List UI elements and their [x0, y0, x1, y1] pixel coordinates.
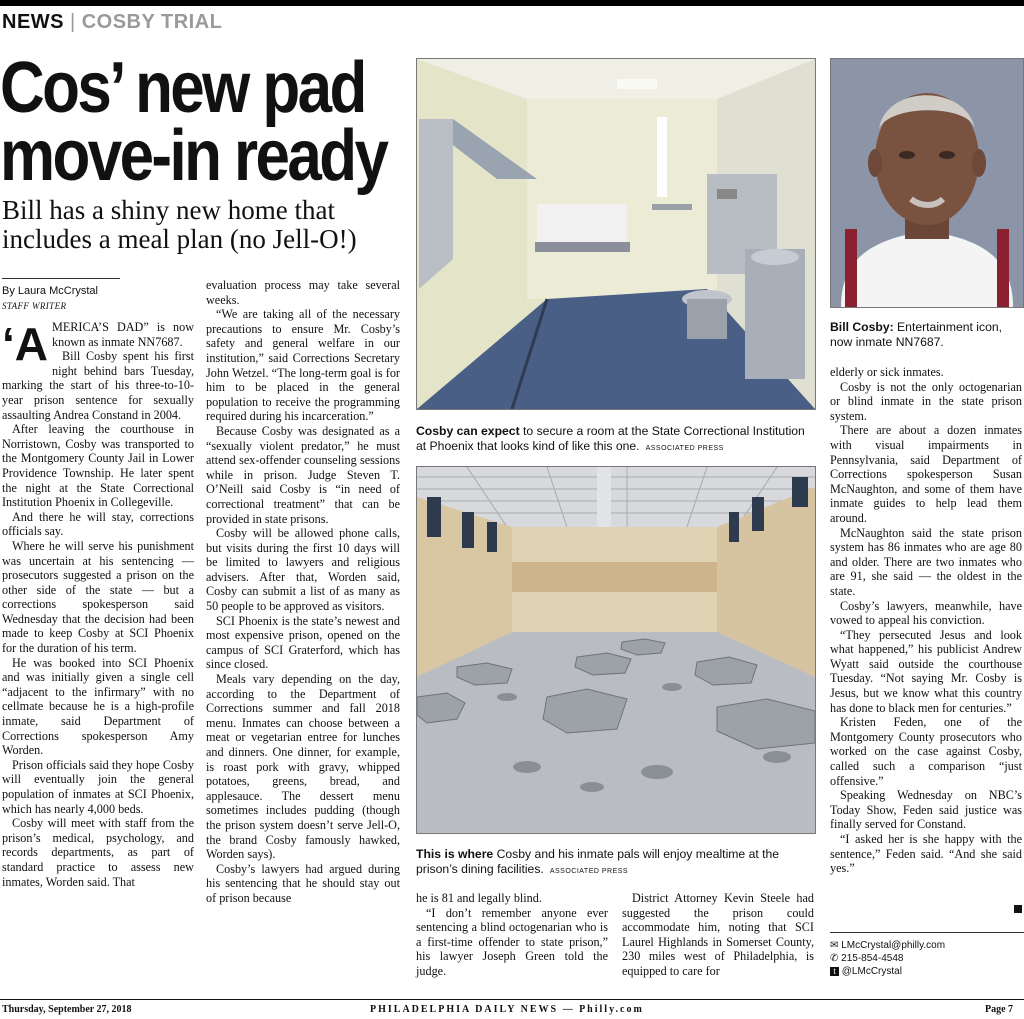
caption-text: to secure a room at the State Correctional Institution at Phoenix that looks kind of like this one. — [416, 424, 805, 453]
article-column-1 — [2, 320, 194, 889]
paragraph: Prison officials said they hope Cosby will eventually join the general population of inmates at SCI Phoenix, which has nearly 4,000 beds. — [2, 757, 194, 816]
paragraph: Because Cosby was designated as a “sexually violent predator,” he must attend sex-offender counseling sessions while in prison. Judge Steven T. O’Neill said Cosby is “in need of correctional treatment” that can be provided in state prisons. — [206, 423, 400, 526]
paragraph: Cosby’s lawyers had argued during his sentencing that he should stay out of prison because — [206, 861, 400, 905]
contact-phone[interactable]: 215-854-4548 — [841, 953, 904, 964]
paragraph: There are about a dozen inmates with visual impairments in Pennsylvania, said Department of Corrections spokesperson Susan McNaughton, and some of them have inmate guides to help lead them around. — [830, 423, 1022, 525]
article-column-4 — [622, 891, 814, 979]
subheadline-line-2: includes a meal plan (no Jell-O!) — [2, 224, 357, 254]
photo-credit: ASSOCIATED PRESS — [645, 445, 724, 452]
caption-text: Cosby and his inmate pals will enjoy mealtime at the prison’s dining facilities. — [416, 847, 780, 876]
caption-text: Entertainment icon, now inmate NN7687. — [830, 320, 1003, 349]
envelope-icon: ✉ — [830, 940, 839, 951]
contact-email[interactable]: LMcCrystal@philly.com — [841, 940, 946, 951]
paragraph: “We are taking all of the necessary precautions to ensure Mr. Cosby’s safety and general welfare in our institution,” said Corrections Secretary John Wetzel. “The long-term goal is for him to be placed in the general population to receive the programming required during his incarceration.” — [206, 307, 400, 424]
lead-rest: is now known as inmate NN7687. — [52, 320, 194, 349]
mugshot-image — [831, 59, 1023, 307]
paragraph: Cosby’s lawyers, meanwhile, have vowed to appeal his conviction. — [830, 598, 1022, 628]
article-column-2 — [206, 278, 400, 906]
top-rule — [0, 0, 1024, 6]
section-header — [2, 11, 222, 34]
paragraph: McNaughton said the state prison system has 86 inmates who are age 80 and older. There are two inmates who are 91, she said — the oldest in the state. — [830, 525, 1022, 598]
paragraph: Speaking Wednesday on NBC’s Today Show, Feden said justice was finally served for Constand. — [830, 788, 1022, 832]
subheadline-line-1: Bill has a shiny new home that — [2, 195, 335, 225]
byline-author: By Laura McCrystal — [2, 285, 98, 297]
contact-twitter-row — [830, 965, 1024, 978]
paragraph: District Attorney Kevin Steele had suggested the prison could accommodate him, noting that SCI Laurel Highlands in Somerset County, 230 miles west of Philadelphia, is equipped to care for — [622, 891, 814, 978]
dining-hall-photo — [416, 466, 816, 834]
cell-photo-caption — [416, 424, 814, 456]
paragraph: He was booked into SCI Phoenix and was initially given a single cell “adjacent to the infirmary” with no cellmate because he is a high-profile inmate, said Department of Corrections spokesperson Amy Worden. — [2, 655, 194, 758]
paragraph: “They persecuted Jesus and look what happened,” his publicist Andrew Wyatt said outside the courthouse Tuesday. “Not saying Mr. Cosby is Jesus, but we know what this country has done to black men for centuries.” — [830, 627, 1022, 715]
drop-cap: ‘A — [2, 318, 48, 370]
mugshot-caption — [830, 320, 1024, 350]
caption-lead: Cosby can expect — [416, 424, 520, 438]
section-name[interactable]: NEWS — [2, 11, 64, 33]
section-topic[interactable]: COSBY TRIAL — [81, 11, 223, 33]
twitter-icon: t — [830, 967, 839, 976]
headline-line-1: Cos’ new pad — [0, 48, 365, 128]
cell-image — [417, 59, 815, 409]
section-separator: | — [70, 11, 76, 33]
subheadline — [2, 196, 412, 254]
prison-cell-photo — [416, 58, 816, 410]
dining-photo-caption — [416, 847, 814, 879]
article-column-3 — [416, 891, 608, 979]
paragraph: Cosby is not the only octogenarian or blind inmate in the state prison system. — [830, 379, 1022, 423]
author-contact — [830, 932, 1024, 978]
paragraph: “I asked her is she happy with the sentence,” Feden said. “And she said yes.” — [830, 832, 1022, 876]
paragraph: Cosby will meet with staff from the prison’s medical, psychology, and records departments, as part of standard practice to assess new inmates, Worden said. That — [2, 816, 194, 889]
paragraph-continued: he is 81 and legally blind. — [416, 891, 542, 905]
phone-icon: ✆ — [830, 953, 839, 964]
paragraph: “I don’t remember anyone ever sentencing a blind octogenarian who is a first-time offender to state prison,” his lawyer Joseph Green told the judge. — [416, 905, 608, 978]
article-column-5 — [830, 365, 1022, 876]
contact-phone-row — [830, 952, 1024, 965]
footer-paper-name: PHILADELPHIA DAILY NEWS — Philly.com — [370, 1004, 644, 1015]
contact-twitter[interactable]: @LMcCrystal — [841, 966, 902, 977]
paragraph: Bill Cosby spent his first night behind bars Tuesday, marking the start of his three-to-10-year prison sentence for sexually assaulting Andrea Constand in 2004. — [2, 349, 194, 422]
paragraph-continued: evaluation process may take several weeks. — [206, 278, 400, 307]
byline-role: STAFF WRITER — [2, 301, 67, 311]
paragraph: After leaving the courthouse in Norristown, Cosby was transported to the Montgomery County Jail in Lower Providence Township. He later spent the night at the State Correctional Institution Phoenix in Collegeville. — [2, 422, 194, 510]
photo-credit: ASSOCIATED PRESS — [549, 868, 629, 875]
contact-email-row — [830, 939, 1024, 952]
headline — [0, 48, 387, 196]
dining-image — [417, 467, 815, 833]
footer-rule — [0, 999, 1024, 1000]
paragraph: And there he will stay, corrections officials say. — [2, 509, 194, 539]
headline-line-2: move-in ready — [0, 116, 387, 196]
lead-smallcaps: MERICA’S DAD” — [52, 320, 149, 334]
footer-date: Thursday, September 27, 2018 — [2, 1004, 132, 1015]
footer-page-number: Page 7 — [985, 1004, 1014, 1015]
caption-lead: This is where — [416, 847, 494, 861]
paragraph-continued: elderly or sick inmates. — [830, 365, 944, 379]
lead-paragraph — [2, 318, 194, 370]
paragraph: Where he will serve his punishment was uncertain at his sentencing — prosecutors suggested a prison on the other side of the state — but a corrections spokesperson said Wednesday that the decision had been made to keep Cosby at SCI Phoenix for the duration of his term. — [2, 538, 194, 656]
paragraph: Cosby will be allowed phone calls, but visits during the first 10 days will be limited to lawyers and religious advisers. After that, Worden said, Cosby can submit a list of as many as 50 people to be approved as visitors. — [206, 526, 400, 614]
byline-rule — [2, 278, 120, 279]
end-of-story-mark — [1014, 905, 1022, 913]
paragraph: Kristen Feden, one of the Montgomery County prosecutors who worked on the case against Cosby, called such a comparison “just offensive.” — [830, 715, 1022, 788]
caption-lead: Bill Cosby: — [830, 320, 894, 334]
paragraph: Meals vary depending on the day, according to the Department of Corrections summer and fall 2018 menu. Inmates can choose between a meat or vegetarian entree for lunches and dinners. One dinner, for example, is roast pork with gravy, whipped potatoes, greens, bread, and applesauce. The dessert menu sometimes includes pudding (though the prison system doesn’t serve Jell-O, the brand Cosby famously hawked, Worden says). — [206, 672, 400, 862]
paragraph: SCI Phoenix is the state’s newest and most expensive prison, opened on the campus of SCI Graterford, which has since closed. — [206, 613, 400, 672]
mugshot-photo — [830, 58, 1024, 308]
